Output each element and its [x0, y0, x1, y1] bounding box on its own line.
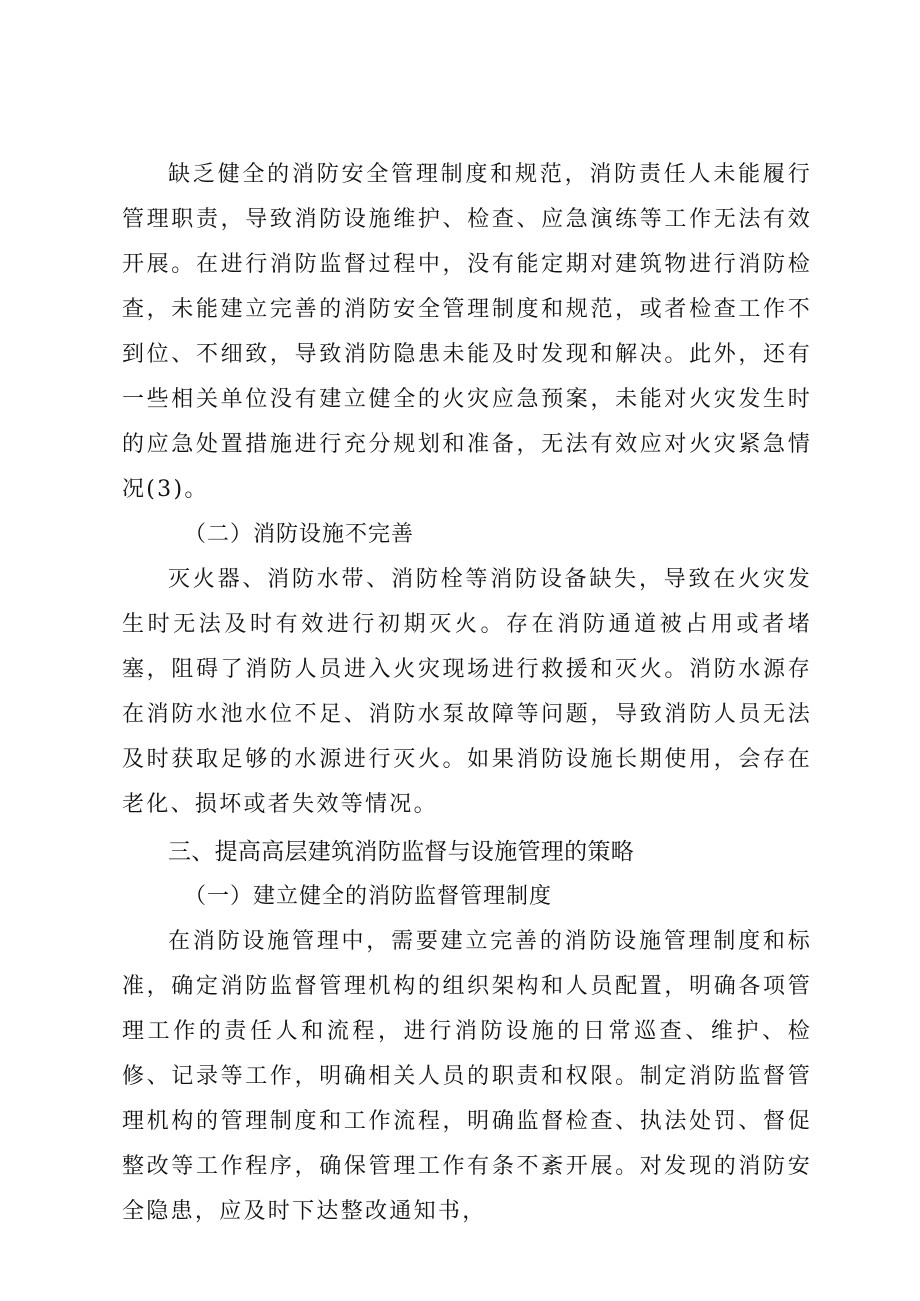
paragraph-facilities-incomplete: 灭火器、消防水带、消防栓等消防设备缺失，导致在火灾发生时无法及时有效进行初期灭火。存在消防通道被占用或者堵塞，阻碍了消防人员进入火灾现场进行救援和灭火。消防水源存在消防水池水位不足、消防水泵故障等问题，导致消防人员无法及时获取足够的水源进行灭火。如果消防设施长期使用，会存在老化、损坏或者失效等情况。 — [122, 567, 812, 817]
paragraph-supervision-system: 在消防设施管理中，需要建立完善的消防设施管理制度和标准，确定消防监督管理机构的组织架构和人员配置，明确各项管理工作的责任人和流程，进行消防设施的日常巡查、维护、检修、记录等工作，明确相关人员的职责和权限。制定消防监督管理机构的管理制度和工作流程，明确监督检查、执法处罚、督促整改等工作程序，确保管理工作有条不紊开展。对发现的消防安全隐患，应及时下达整改通知书， — [122, 929, 812, 1224]
section-heading-strategies: 三、提高高层建筑消防监督与设施管理的策略 — [168, 839, 634, 865]
subheading-facilities-incomplete: （二）消防设施不完善 — [184, 522, 415, 547]
document-page — [122, 152, 812, 1234]
paragraph-management-deficiency: 缺乏健全的消防安全管理制度和规范，消防责任人未能履行管理职责，导致消防设施维护、检查、应急演练等工作无法有效开展。在进行消防监督过程中，没有能定期对建筑物进行消防检查，未能建立完善的消防安全管理制度和规范，或者检查工作不到位、不细致，导致消防隐患未能及时发现和解决。此外，还有一些相关单位没有建立健全的火灾应急预案，未能对火灾发生时的应急处置措施进行充分规划和准备，无法有效应对火灾紧急情况(3)。 — [122, 162, 812, 502]
subheading-supervision-system: （一）建立健全的消防监督管理制度 — [184, 884, 553, 909]
